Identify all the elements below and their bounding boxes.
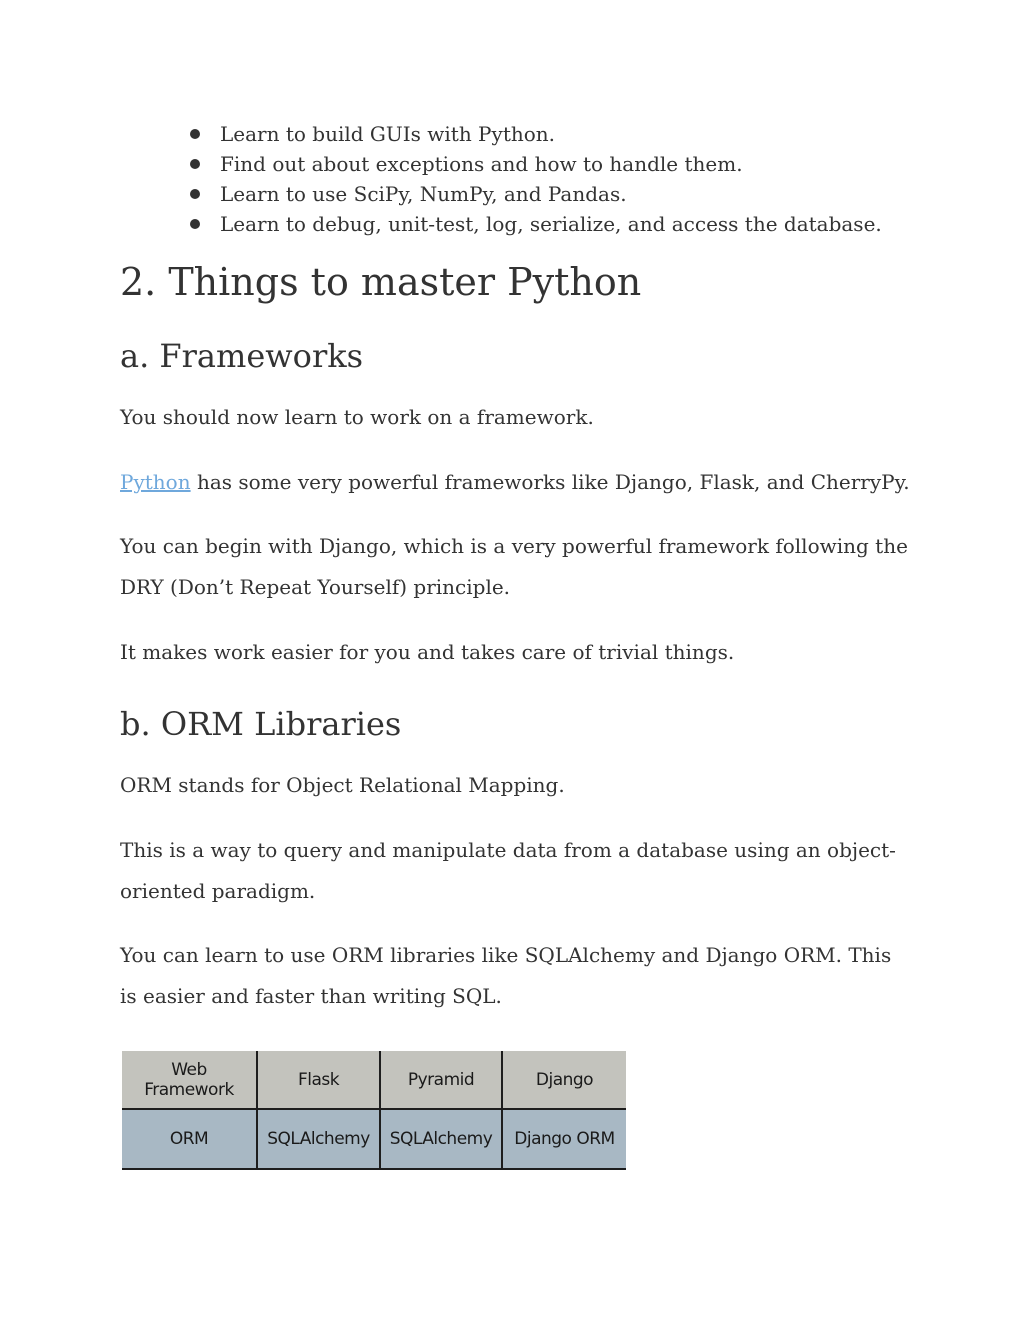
- frameworks-paragraph-2-text: has some very powerful frameworks like Django, Flask, and CherryPy.: [190, 470, 910, 494]
- table-header-cell: Pyramid: [380, 1051, 502, 1109]
- orm-paragraph-2: This is a way to query and manipulate data from a database using an object-oriented paradigm.: [120, 838, 896, 903]
- list-item-text: Learn to build GUIs with Python.: [220, 122, 556, 146]
- table-header-cell: Django: [502, 1051, 626, 1109]
- table-header-cell: Web Framework: [122, 1051, 257, 1109]
- table-header-cell: Flask: [257, 1051, 380, 1109]
- frameworks-paragraph-4: It makes work easier for you and takes care of trivial things.: [120, 640, 735, 664]
- orm-paragraph-3: You can learn to use ORM libraries like SQLAlchemy and Django ORM. This is easier and faster than writing SQL.: [120, 943, 892, 1008]
- bullet-icon: [190, 219, 200, 229]
- list-item: [190, 209, 882, 239]
- framework-orm-table: [122, 1051, 626, 1170]
- table-cell: SQLAlchemy: [380, 1109, 502, 1169]
- list-item: [190, 119, 882, 149]
- section-title: 2. Things to master Python: [120, 260, 642, 304]
- list-item: [190, 179, 882, 209]
- frameworks-paragraph-3: You can begin with Django, which is a very powerful framework following the DRY (Don’t Repeat Yourself) principle.: [120, 534, 908, 599]
- list-item-text: Learn to use SciPy, NumPy, and Pandas.: [220, 182, 627, 206]
- bullet-icon: [190, 189, 200, 199]
- table-cell: Django ORM: [502, 1109, 626, 1169]
- frameworks-paragraph-1: You should now learn to work on a framework.: [120, 405, 594, 429]
- table-cell: SQLAlchemy: [257, 1109, 380, 1169]
- list-item-text: Learn to debug, unit-test, log, serialize, and access the database.: [220, 212, 882, 236]
- bullet-icon: [190, 159, 200, 169]
- table-cell: ORM: [122, 1109, 257, 1169]
- frameworks-paragraph-2: [120, 462, 910, 503]
- table-row: [122, 1109, 626, 1169]
- frameworks-heading: a. Frameworks: [120, 337, 364, 375]
- list-item-text: Find out about exceptions and how to handle them.: [220, 152, 743, 176]
- orm-paragraph-1: ORM stands for Object Relational Mapping.: [120, 773, 565, 797]
- list-item: [190, 149, 882, 179]
- orm-heading: b. ORM Libraries: [120, 705, 402, 743]
- bullet-icon: [190, 129, 200, 139]
- table-header-row: [122, 1051, 626, 1109]
- python-link[interactable]: Python: [120, 470, 191, 494]
- bullet-list: [190, 119, 882, 239]
